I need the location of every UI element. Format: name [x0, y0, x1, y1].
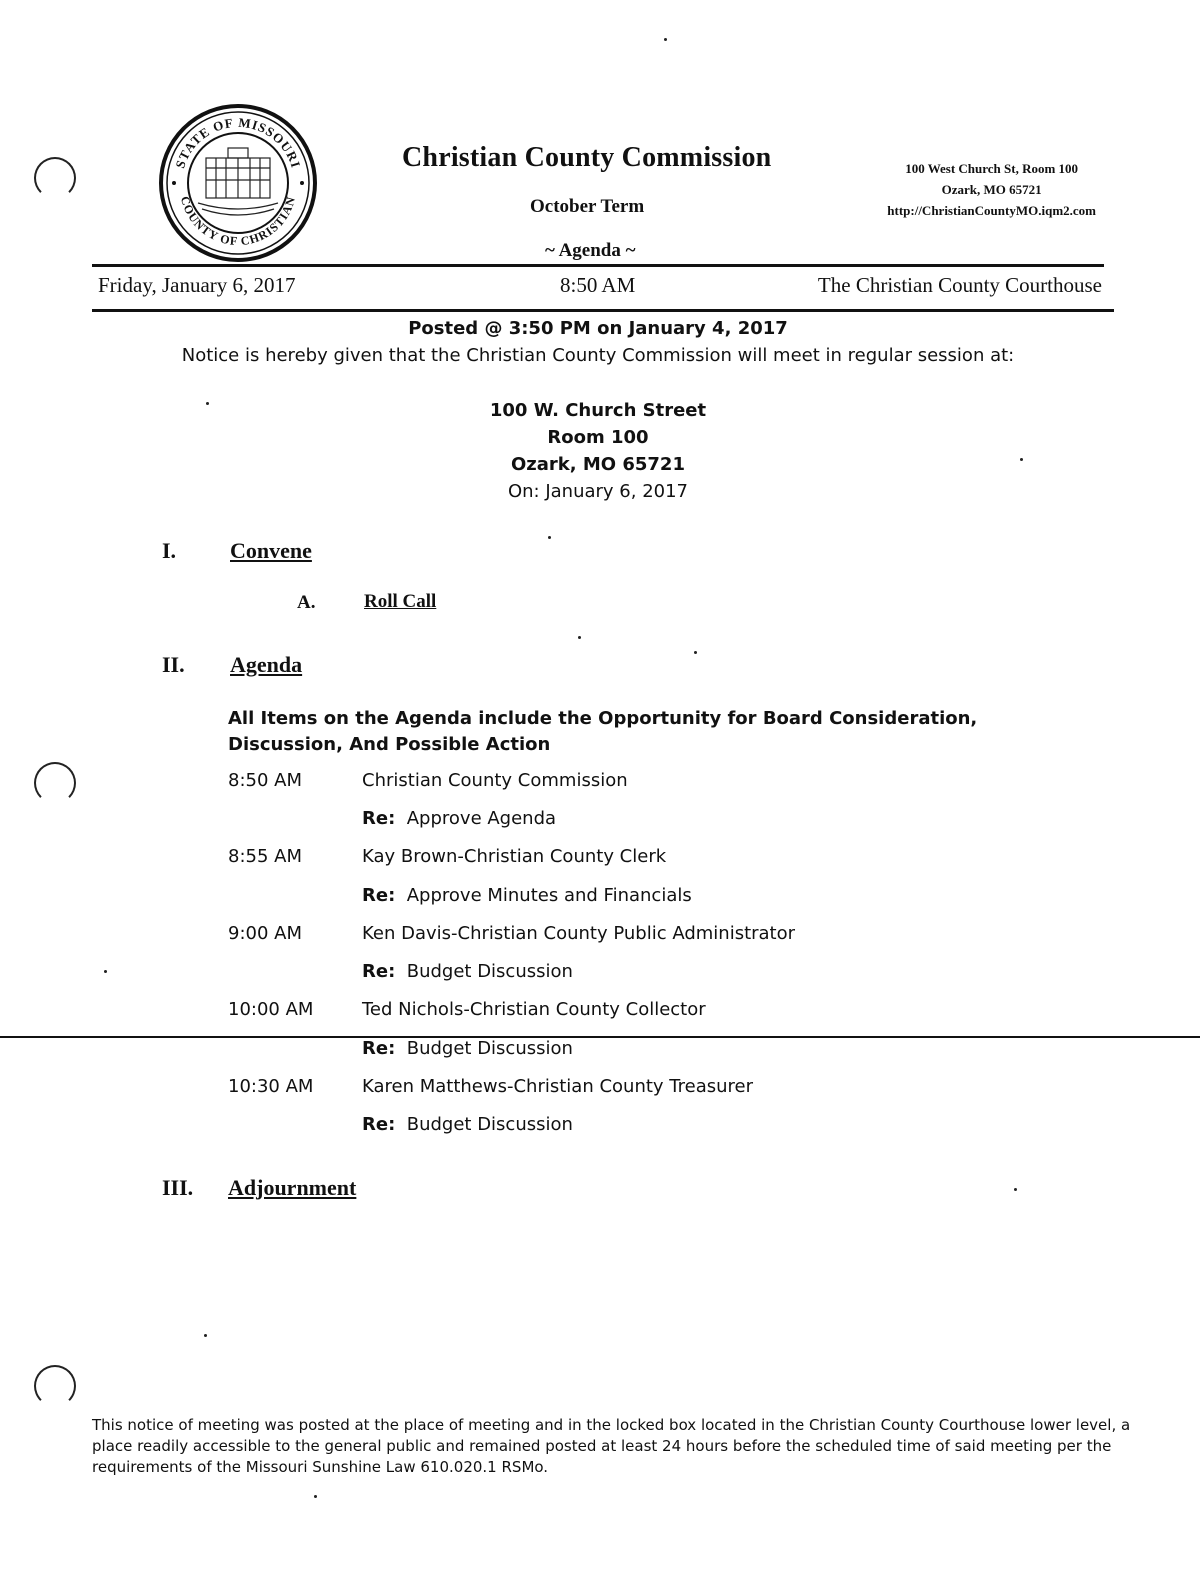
re-label: Re:: [362, 1114, 396, 1135]
meeting-place: The Christian County Courthouse: [817, 273, 1102, 297]
meeting-time: 8:50 AM: [560, 273, 636, 297]
punch-hole-bottom: [34, 1365, 76, 1407]
scan-speck: [104, 970, 107, 973]
scan-speck: [664, 38, 667, 41]
subsection-letter-roll-call: A.: [297, 592, 316, 613]
address-line-2: Ozark, MO 65721: [941, 182, 1042, 197]
scan-speck: [578, 636, 581, 639]
agenda-item-time: 8:50 AM: [228, 770, 302, 791]
scan-speck: [1014, 1188, 1017, 1191]
re-label: Re:: [362, 808, 396, 829]
meeting-location: [0, 397, 1196, 505]
re-text: Budget Discussion: [406, 1038, 573, 1059]
re-text: Approve Agenda: [406, 808, 557, 829]
address-line-1: 100 West Church St, Room 100: [905, 161, 1079, 176]
scan-speck: [314, 1495, 317, 1498]
commission-title: Christian County Commission: [402, 142, 772, 173]
re-text: Approve Minutes and Financials: [406, 885, 692, 906]
agenda-item-desc: Kay Brown-Christian County Clerk: [362, 846, 667, 867]
agenda-heading: ~ Agenda ~: [545, 240, 636, 261]
agenda-item-time: 8:55 AM: [228, 846, 302, 867]
re-text: Budget Discussion: [406, 1114, 573, 1135]
scan-speck: [206, 402, 209, 405]
agenda-item-time: 10:00 AM: [228, 999, 314, 1020]
punch-hole-middle: [34, 762, 76, 804]
punch-hole-top: [34, 157, 76, 199]
section-number-adjournment: III.: [162, 1175, 194, 1200]
section-title-adjournment: Adjournment: [228, 1175, 357, 1200]
scan-speck: [204, 1334, 207, 1337]
scan-speck: [1020, 458, 1023, 461]
re-label: Re:: [362, 1038, 396, 1059]
re-label: Re:: [362, 885, 396, 906]
agenda-note: All Items on the Agenda include the Opportunity for Board Consideration, Discussion, And Possible Action: [228, 708, 978, 755]
scan-speck: [548, 536, 551, 539]
meeting-date: Friday, January 6, 2017: [98, 273, 296, 297]
county-seal-logo: [158, 103, 318, 263]
section-number-agenda: II.: [162, 652, 185, 677]
location-date: On: January 6, 2017: [507, 481, 689, 502]
term-label: October Term: [530, 196, 645, 217]
header-rule-bottom: [92, 309, 1114, 312]
section-number-convene: I.: [162, 538, 177, 563]
svg-text:STATE OF MISSOURI: STATE OF MISSOURI: [172, 114, 304, 171]
agenda-item-desc: Ted Nichols-Christian County Collector: [362, 999, 706, 1020]
footer-notice: This notice of meeting was posted at the place of meeting and in the locked box located in the Christian County Courthouse lower level, a place readily accessible to the general public and remained posted at least 24 hours before the scheduled time of said meeting per the requirements of the Missouri Sunshine Law 610.020.1 RSMo.: [92, 1416, 1131, 1476]
location-room: Room 100: [547, 427, 649, 448]
svg-text:COUNTY OF CHRISTIAN: COUNTY OF CHRISTIAN: [177, 194, 299, 249]
section-title-agenda: Agenda: [230, 652, 303, 677]
location-street: 100 W. Church Street: [489, 400, 707, 421]
re-text: Budget Discussion: [406, 961, 573, 982]
header-rule-top: [92, 264, 1104, 267]
agenda-item-desc: Karen Matthews-Christian County Treasurer: [362, 1076, 754, 1097]
office-address: [887, 158, 1096, 221]
website-link[interactable]: http://ChristianCountyMO.iqm2.com: [887, 203, 1096, 218]
agenda-item-time: 10:30 AM: [228, 1076, 314, 1097]
agenda-item-desc: Ken Davis-Christian County Public Administrator: [362, 923, 796, 944]
section-title-convene: Convene: [230, 538, 312, 563]
posted-notice: Posted @ 3:50 PM on January 4, 2017: [408, 318, 788, 339]
agenda-item-desc: Christian County Commission: [362, 770, 628, 791]
scan-line: [0, 1036, 1200, 1038]
location-city: Ozark, MO 65721: [511, 454, 685, 475]
agenda-item-time: 9:00 AM: [228, 923, 302, 944]
re-label: Re:: [362, 961, 396, 982]
subsection-title-roll-call: Roll Call: [364, 591, 437, 612]
scan-speck: [694, 651, 697, 654]
meeting-notice: Notice is hereby given that the Christian County Commission will meet in regular session at:: [181, 345, 1015, 366]
